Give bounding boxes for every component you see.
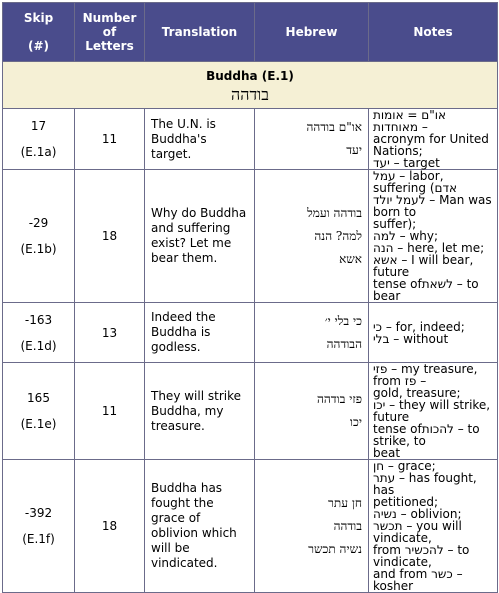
note-line: עמל – labor, suffering (אדם xyxy=(373,169,458,195)
header-translation: Translation xyxy=(145,3,255,62)
hebrew-line: יעד xyxy=(346,143,362,157)
table-row xyxy=(3,303,498,363)
hebrew-cell xyxy=(255,170,369,303)
note-line: suffer); xyxy=(373,217,417,231)
header-letters-line2: Letters xyxy=(85,39,134,53)
skip-cell xyxy=(3,460,75,593)
translation-cell: Why do Buddha and suffering exist? Let me bear them. xyxy=(145,170,255,303)
section-hebrew: בודהה xyxy=(231,84,269,104)
section-cell xyxy=(3,62,498,109)
note-line: tense ofלשאת – to bear xyxy=(373,277,479,303)
note-line: פזי – my treasure, from פז – xyxy=(373,362,478,388)
skip-cell xyxy=(3,363,75,460)
note-line: כי – for, indeed; xyxy=(373,319,465,334)
skip-value: -392 xyxy=(24,506,53,520)
letters-cell: 11 xyxy=(75,363,145,460)
skip-value: -29 xyxy=(28,216,49,230)
hebrew-line: למה? הנה xyxy=(314,228,362,243)
note-line: acronym for United Nations; xyxy=(373,132,489,158)
header-hebrew: Hebrew xyxy=(255,3,369,62)
note-line: beat xyxy=(373,446,401,460)
notes-cell xyxy=(369,109,498,170)
note-line: תכשר – you will vindicate, xyxy=(373,519,462,545)
notes-cell xyxy=(369,170,498,303)
note-line: אשא – I will bear, future xyxy=(373,253,474,279)
letters-cell: 18 xyxy=(75,460,145,593)
translation-cell: The U.N. is Buddha's target. xyxy=(145,109,255,170)
skip-id: (E.1a) xyxy=(20,145,57,159)
skip-value: 17 xyxy=(30,119,47,133)
skip-value: 165 xyxy=(27,391,50,405)
skip-cell xyxy=(3,303,75,363)
hebrew-line: או"ם בודהה xyxy=(306,120,362,134)
note-line: tense ofלהכות – to strike, to xyxy=(373,422,480,448)
skip-id: (E.1f) xyxy=(22,532,55,546)
skip-id: (E.1d) xyxy=(20,338,57,353)
header-notes: Notes xyxy=(369,3,498,62)
bible-code-table xyxy=(2,2,498,593)
section-title: Buddha (E.1) xyxy=(206,68,294,83)
header-skip xyxy=(3,3,75,62)
hebrew-line: נשיה תכשר xyxy=(308,541,362,556)
translation-cell: They will strike Buddha, my treasure. xyxy=(145,363,255,460)
hebrew-line: הבודהה xyxy=(326,336,362,351)
note-line: petitioned; xyxy=(373,495,439,509)
notes-cell xyxy=(369,303,498,363)
hebrew-line: בודהה ועמל xyxy=(307,205,362,220)
skip-id: (E.1e) xyxy=(20,417,57,431)
note-line: חן – grace; xyxy=(373,459,436,473)
hebrew-line: יכו xyxy=(349,415,362,429)
header-row xyxy=(3,3,498,62)
note-line: נשיה – oblivion; xyxy=(373,507,462,521)
header-letters xyxy=(75,3,145,62)
hebrew-cell xyxy=(255,109,369,170)
hebrew-line: פזי בודהה xyxy=(316,392,362,406)
table-row xyxy=(3,109,498,170)
note-line: או"ם = אומות מאוחדות – xyxy=(373,108,447,134)
table-row xyxy=(3,460,498,593)
hebrew-line: אשא xyxy=(339,251,362,266)
note-line: from להכשיר – to vindicate, xyxy=(373,543,470,569)
header-letters-line1: Number of xyxy=(82,11,137,39)
skip-cell xyxy=(3,170,75,303)
note-line: למה – why; xyxy=(373,229,439,243)
letters-cell: 11 xyxy=(75,109,145,170)
hebrew-line: בודהה xyxy=(333,518,362,533)
section-row xyxy=(3,62,498,109)
note-line: gold, treasure; xyxy=(373,386,461,400)
header-skip-line2: (#) xyxy=(27,39,50,53)
note-line: לעמל יולד – Man was born to xyxy=(373,193,492,219)
table-row xyxy=(3,363,498,460)
note-line: יעד – target xyxy=(373,156,440,170)
note-line: בלי – without xyxy=(373,331,449,346)
hebrew-line: כי בלי י׳ xyxy=(324,313,362,328)
translation-cell: Indeed the Buddha is godless. xyxy=(145,303,255,363)
note-line: יכו – they will strike, future xyxy=(373,398,491,424)
notes-cell xyxy=(369,363,498,460)
letters-cell: 13 xyxy=(75,303,145,363)
translation-cell: Buddha has fought the grace of oblivion which will be vindicated. xyxy=(145,460,255,593)
letters-cell: 18 xyxy=(75,170,145,303)
table-row xyxy=(3,170,498,303)
note-line: הנה – here, let me; xyxy=(373,241,485,255)
skip-value: -163 xyxy=(24,312,53,327)
notes-cell xyxy=(369,460,498,593)
skip-id: (E.1b) xyxy=(20,242,57,256)
hebrew-line: חן עתר xyxy=(328,495,362,510)
hebrew-cell xyxy=(255,363,369,460)
note-line: and from כשר – kosher xyxy=(373,567,463,593)
note-line: עתר – has fought, has xyxy=(373,471,477,497)
hebrew-cell xyxy=(255,460,369,593)
hebrew-cell xyxy=(255,303,369,363)
header-skip-line1: Skip xyxy=(23,11,54,25)
bible-code-table-container xyxy=(2,2,497,593)
skip-cell xyxy=(3,109,75,170)
